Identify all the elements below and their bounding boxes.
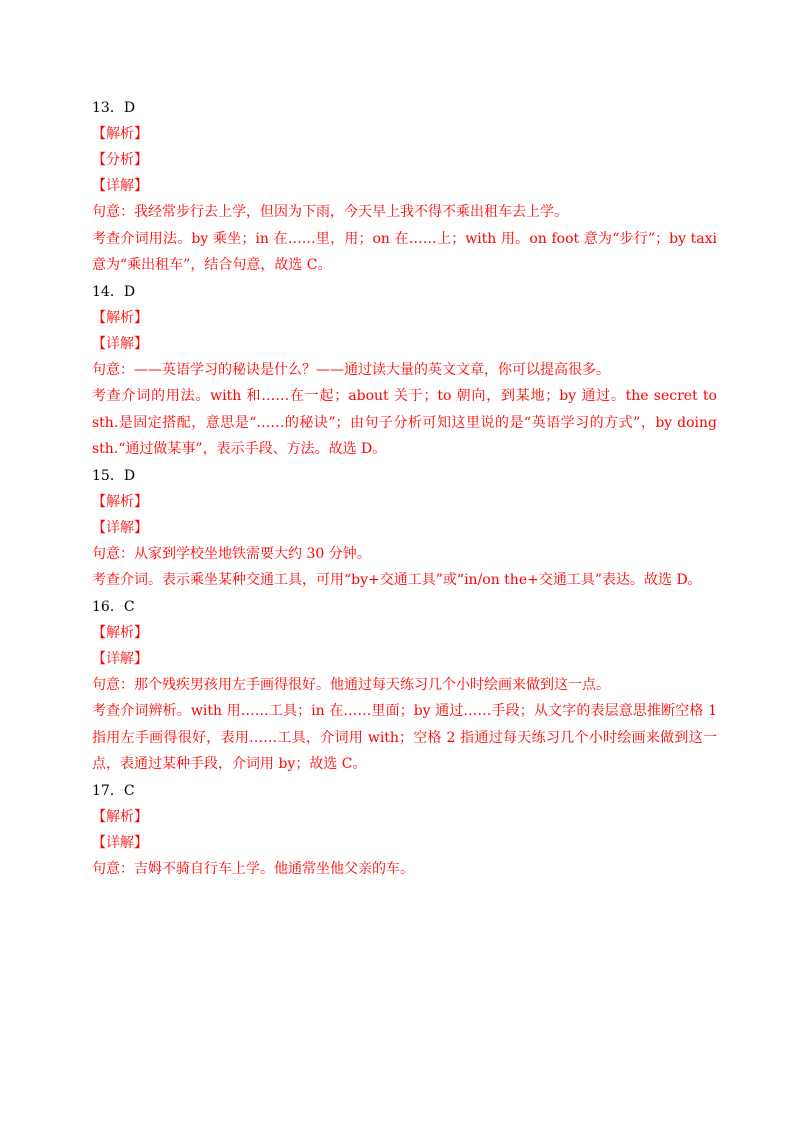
section-tag-analysis: 【解析】 <box>92 624 148 641</box>
answer-number: 16．C <box>92 598 135 615</box>
answer-item-14 <box>92 279 717 463</box>
section-tag-detail: 【详解】 <box>92 178 148 194</box>
section-tag-analysis: 【解析】 <box>92 126 148 142</box>
section-tag-reasoning: 【分析】 <box>92 152 148 168</box>
sentence-meaning: 句意：吉姆不骑自行车上学。他通常坐他父亲的车。 <box>92 860 414 877</box>
answer-item-16 <box>92 594 717 778</box>
section-tag-analysis: 【解析】 <box>92 493 148 510</box>
answer-number: 14．D <box>92 283 136 300</box>
sentence-meaning: 句意：那个残疾男孩用左手画得很好。他通过每天练习几个小时绘画来做到这一点。 <box>92 676 610 693</box>
explanation-text: 考查介词辨析。with 用……工具；in 在……里面；by 通过……手段；从文字的表层意思推断空格 1 指用左手画得很好，表用……工具，介词用 with；空格 2 指通过每天练习几个小时绘画来做到这一点，表通过某种手段，介词用 by；故选 C。 <box>92 703 717 772</box>
sentence-meaning: 句意：我经常步行去上学，但因为下雨，今天早上我不得不乘出租车去上学。 <box>92 204 568 220</box>
answer-item-15 <box>92 463 717 594</box>
answer-number: 15．D <box>92 467 136 484</box>
section-tag-detail: 【详解】 <box>92 834 148 851</box>
section-tag-analysis: 【解析】 <box>92 808 148 825</box>
explanation-text: 考查介词用法。by 乘坐；in 在……里，用；on 在……上；with 用。on foot 意为“步行”；by taxi 意为“乘出租车”，结合句意，故选 C。 <box>92 230 717 273</box>
answer-number: 13．D <box>92 100 136 116</box>
explanation-text: 考查介词的用法。with 和……在一起；about 关于；to 朝向，到某地；by 通过。the secret to sth.是固定搭配，意思是“……的秘诀”；由句子分析可知这里说的是“英语学习的方式”，by doing sth.“通过做某事”，表示手段、方法。故选 D。 <box>92 388 717 457</box>
sentence-meaning: 句意：从家到学校坐地铁需要大约 30 分钟。 <box>92 545 371 562</box>
section-tag-analysis: 【解析】 <box>92 309 148 326</box>
section-tag-detail: 【详解】 <box>92 519 148 536</box>
section-tag-detail: 【详解】 <box>92 650 148 667</box>
answer-item-17 <box>92 778 717 883</box>
answer-item-13 <box>92 95 717 279</box>
sentence-meaning: 句意：——英语学习的秘诀是什么？——通过读大量的英文文章，你可以提高很多。 <box>92 361 610 378</box>
explanation-text: 考查介词。表示乘坐某种交通工具，可用“by+交通工具”或“in/on the+交通工具”表达。故选 D。 <box>92 572 702 588</box>
answer-document <box>92 95 717 882</box>
answer-number: 17．C <box>92 782 135 799</box>
section-tag-detail: 【详解】 <box>92 335 148 352</box>
